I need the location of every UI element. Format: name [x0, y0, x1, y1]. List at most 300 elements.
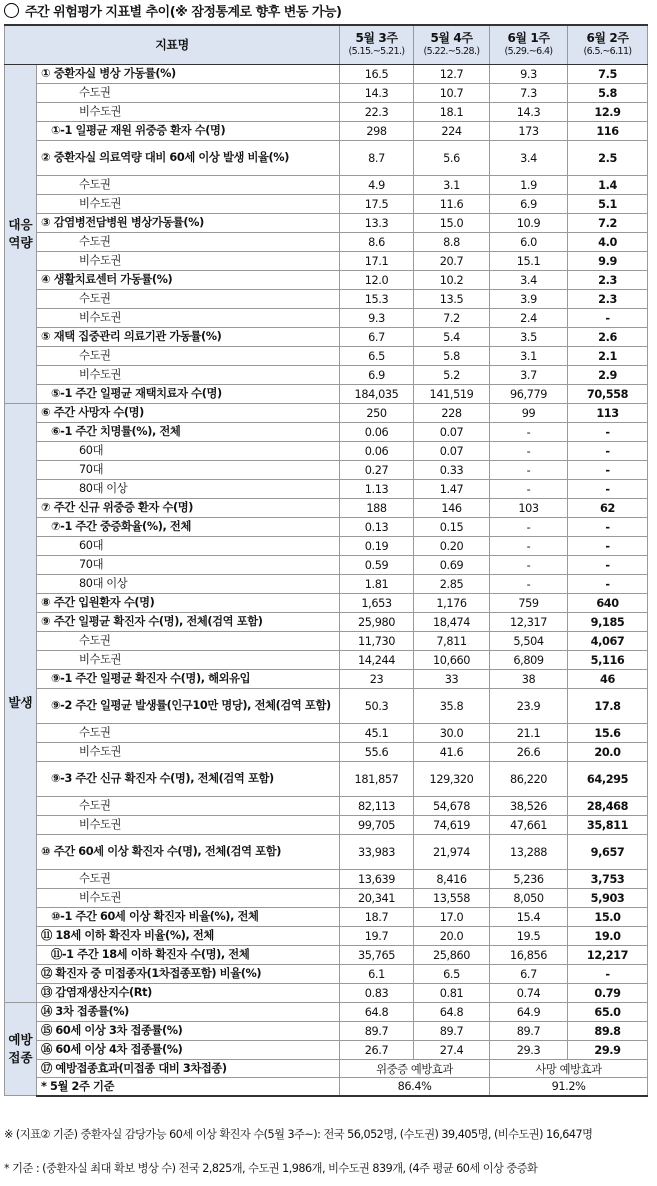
value-cell: 89.8	[568, 1022, 648, 1041]
table-row	[5, 613, 648, 632]
indicator-label: ⑩ 주간 60세 이상 확진자 수(명), 전체(검역 포함)	[37, 835, 340, 870]
value-cell: 47,661	[490, 816, 568, 835]
table-row	[5, 252, 648, 271]
value-cell: -	[490, 556, 568, 575]
value-cell: 0.20	[414, 537, 490, 556]
vaccine-severe-label: 위중증 예방효과	[340, 1060, 490, 1078]
value-cell: 8.6	[340, 233, 414, 252]
indicator-label: ⑦ 주간 신규 위중증 환자 수(명)	[37, 499, 340, 518]
table-row	[5, 797, 648, 816]
indicator-label: 비수도권	[37, 309, 340, 328]
value-cell: -	[568, 965, 648, 984]
indicator-label: 수도권	[37, 870, 340, 889]
value-cell: 17.1	[340, 252, 414, 271]
table-row	[5, 870, 648, 889]
indicator-label: 비수도권	[37, 195, 340, 214]
indicator-label: 수도권	[37, 797, 340, 816]
indicator-label: 수도권	[37, 290, 340, 309]
value-cell: 12.9	[568, 103, 648, 122]
table-row	[5, 1022, 648, 1041]
value-cell: 14.3	[490, 103, 568, 122]
value-cell: 35.8	[414, 689, 490, 724]
indicator-label: ⑨-1 주간 일평균 확진자 수(명), 해외유입	[37, 670, 340, 689]
value-cell: -	[490, 442, 568, 461]
value-cell: 27.4	[414, 1041, 490, 1060]
value-cell: 12,317	[490, 613, 568, 632]
value-cell: 26.7	[340, 1041, 414, 1060]
value-cell: 21.1	[490, 724, 568, 743]
indicator-label: ⑥ 주간 사망자 수(명)	[37, 404, 340, 423]
value-cell: 0.59	[340, 556, 414, 575]
table-row	[5, 743, 648, 762]
table-row	[5, 290, 648, 309]
table-row	[5, 835, 648, 870]
indicator-label: ⑥-1 주간 치명률(%), 전체	[37, 423, 340, 442]
value-cell: 13,288	[490, 835, 568, 870]
value-cell: 46	[568, 670, 648, 689]
value-cell: 3.7	[490, 366, 568, 385]
value-cell: 8,416	[414, 870, 490, 889]
value-cell: 9.3	[340, 309, 414, 328]
value-cell: 19.0	[568, 927, 648, 946]
value-cell: 0.06	[340, 442, 414, 461]
value-cell: 6,809	[490, 651, 568, 670]
indicator-label: ① 중환자실 병상 가동률(%)	[37, 65, 340, 84]
value-cell: -	[568, 480, 648, 499]
table-row	[5, 632, 648, 651]
value-cell: 8,050	[490, 889, 568, 908]
indicator-label: ⑤ 재택 집중관리 의료기관 가동률(%)	[37, 328, 340, 347]
value-cell: 99,705	[340, 816, 414, 835]
table-row	[5, 233, 648, 252]
value-cell: 17.0	[414, 908, 490, 927]
table-row	[5, 1003, 648, 1022]
value-cell: 6.7	[490, 965, 568, 984]
indicator-label: ⑭ 3차 접종률(%)	[37, 1003, 340, 1022]
value-cell: 15.1	[490, 252, 568, 271]
value-cell: 13.5	[414, 290, 490, 309]
value-cell: -	[490, 461, 568, 480]
value-cell: 1.13	[340, 480, 414, 499]
indicator-label: 70대	[37, 461, 340, 480]
value-cell: 9,185	[568, 613, 648, 632]
value-cell: 9.9	[568, 252, 648, 271]
value-cell: 0.81	[414, 984, 490, 1003]
indicator-label: 수도권	[37, 84, 340, 103]
value-cell: 96,779	[490, 385, 568, 404]
value-cell: 5,903	[568, 889, 648, 908]
value-cell: 64,295	[568, 762, 648, 797]
value-cell: 5.4	[414, 328, 490, 347]
table-row	[5, 908, 648, 927]
table-row	[5, 480, 648, 499]
table-row	[5, 65, 648, 84]
value-cell: 0.33	[414, 461, 490, 480]
value-cell: 3.4	[490, 271, 568, 290]
value-cell: 3.1	[414, 176, 490, 195]
value-cell: 15.0	[414, 214, 490, 233]
value-cell: 50.3	[340, 689, 414, 724]
value-cell: 15.3	[340, 290, 414, 309]
value-cell: 18.1	[414, 103, 490, 122]
value-cell: 15.6	[568, 724, 648, 743]
value-cell: 1.9	[490, 176, 568, 195]
value-cell: 23	[340, 670, 414, 689]
value-cell: 10.7	[414, 84, 490, 103]
value-cell: -	[568, 518, 648, 537]
value-cell: 16,856	[490, 946, 568, 965]
vaccine-death-label: 사망 예방효과	[490, 1060, 648, 1078]
footnote-criteria: * 기준 : (중환자실 최대 확보 병상 수) 전국 2,825개, 수도권 1,986개, 비수도권 839개, (4주 평균 60세 이상 중증화	[4, 1162, 538, 1175]
value-cell: 23.9	[490, 689, 568, 724]
value-cell: -	[568, 575, 648, 594]
value-cell: -	[568, 537, 648, 556]
value-cell: 29.3	[490, 1041, 568, 1060]
value-cell: 2.4	[490, 309, 568, 328]
header-week: 5월 3주 (5.15.~5.21.)	[340, 25, 414, 65]
table-row	[5, 724, 648, 743]
table-row	[5, 762, 648, 797]
value-cell: 0.07	[414, 423, 490, 442]
value-cell: 5.8	[414, 347, 490, 366]
value-cell: 10.9	[490, 214, 568, 233]
table-row	[5, 499, 648, 518]
value-cell: 26.6	[490, 743, 568, 762]
indicator-label: ⑯ 60세 이상 4차 접종률(%)	[37, 1041, 340, 1060]
indicator-table	[4, 24, 648, 1097]
table-row	[5, 518, 648, 537]
value-cell: -	[490, 480, 568, 499]
indicator-label: ⑬ 감염재생산지수(Rt)	[37, 984, 340, 1003]
value-cell: 20.7	[414, 252, 490, 271]
value-cell: 33	[414, 670, 490, 689]
value-cell: 12.0	[340, 271, 414, 290]
value-cell: 640	[568, 594, 648, 613]
value-cell: 13.3	[340, 214, 414, 233]
value-cell: 65.0	[568, 1003, 648, 1022]
table-row	[5, 537, 648, 556]
indicator-label: ⑨ 주간 일평균 확진자 수(명), 전체(검역 포함)	[37, 613, 340, 632]
value-cell: 4.9	[340, 176, 414, 195]
value-cell: 141,519	[414, 385, 490, 404]
value-cell: 18,474	[414, 613, 490, 632]
value-cell: 129,320	[414, 762, 490, 797]
table-row	[5, 366, 648, 385]
table-row	[5, 965, 648, 984]
table-row	[5, 347, 648, 366]
table-row	[5, 984, 648, 1003]
value-cell: 6.9	[340, 366, 414, 385]
value-cell: 8.7	[340, 141, 414, 176]
value-cell: 15.0	[568, 908, 648, 927]
value-cell: 1,176	[414, 594, 490, 613]
value-cell: 0.69	[414, 556, 490, 575]
indicator-label: ③ 감염병전담병원 병상가동률(%)	[37, 214, 340, 233]
value-cell: 0.83	[340, 984, 414, 1003]
value-cell: 20,341	[340, 889, 414, 908]
table-row	[5, 946, 648, 965]
section-label: 대응 역량	[5, 65, 37, 404]
value-cell: -	[490, 518, 568, 537]
value-cell: 6.5	[340, 347, 414, 366]
table-row	[5, 575, 648, 594]
value-cell: 5.6	[414, 141, 490, 176]
title-text: 주간 위험평가 지표별 추이(※ 잠정통계로 향후 변동 가능)	[25, 5, 342, 20]
table-row	[5, 195, 648, 214]
value-cell: 33,983	[340, 835, 414, 870]
indicator-label: 80대 이상	[37, 575, 340, 594]
value-cell: 3.4	[490, 141, 568, 176]
value-cell: -	[568, 309, 648, 328]
table-row	[5, 84, 648, 103]
table-row	[5, 556, 648, 575]
indicator-label: 비수도권	[37, 252, 340, 271]
indicator-label: 수도권	[37, 347, 340, 366]
value-cell: 64.8	[340, 1003, 414, 1022]
table-row	[5, 214, 648, 233]
value-cell: 25,980	[340, 613, 414, 632]
value-cell: 89.7	[490, 1022, 568, 1041]
value-cell: 113	[568, 404, 648, 423]
value-cell: 2.85	[414, 575, 490, 594]
value-cell: 7.5	[568, 65, 648, 84]
value-cell: 15.4	[490, 908, 568, 927]
value-cell: 5,116	[568, 651, 648, 670]
value-cell: 2.1	[568, 347, 648, 366]
table-row	[5, 176, 648, 195]
value-cell: 188	[340, 499, 414, 518]
value-cell: 14,244	[340, 651, 414, 670]
value-cell: 5,504	[490, 632, 568, 651]
table-row	[5, 594, 648, 613]
indicator-label: 수도권	[37, 176, 340, 195]
value-cell: 8.8	[414, 233, 490, 252]
value-cell: 224	[414, 122, 490, 141]
value-cell: 5.2	[414, 366, 490, 385]
indicator-label: 70대	[37, 556, 340, 575]
table-row	[5, 689, 648, 724]
value-cell: 1.81	[340, 575, 414, 594]
value-cell: 0.79	[568, 984, 648, 1003]
value-cell: 11.6	[414, 195, 490, 214]
indicator-label: ⑫ 확진자 중 미접종자(1차접종포함) 비율(%)	[37, 965, 340, 984]
value-cell: 9,657	[568, 835, 648, 870]
value-cell: -	[568, 423, 648, 442]
table-row	[5, 889, 648, 908]
value-cell: 7.3	[490, 84, 568, 103]
indicator-label: ⑪ 18세 이하 확진자 비율(%), 전체	[37, 927, 340, 946]
value-cell: 13,558	[414, 889, 490, 908]
value-cell: 17.5	[340, 195, 414, 214]
indicator-label: 비수도권	[37, 366, 340, 385]
table-row	[5, 423, 648, 442]
value-cell: 38	[490, 670, 568, 689]
value-cell: 6.1	[340, 965, 414, 984]
value-cell: 3.9	[490, 290, 568, 309]
value-cell: -	[490, 423, 568, 442]
value-cell: 22.3	[340, 103, 414, 122]
value-cell: 12,217	[568, 946, 648, 965]
indicator-label: ⑪-1 주간 18세 이하 확진자 수(명), 전체	[37, 946, 340, 965]
value-cell: -	[568, 556, 648, 575]
value-cell: 55.6	[340, 743, 414, 762]
page-title	[4, 2, 341, 24]
value-cell: 18.7	[340, 908, 414, 927]
value-cell: 5.8	[568, 84, 648, 103]
indicator-label: 비수도권	[37, 889, 340, 908]
value-cell: 1.47	[414, 480, 490, 499]
table-row	[5, 328, 648, 347]
footnote-capacity: ※ (지표② 기준) 중환자실 감당가능 60세 이상 확진자 수(5월 3주~): 전국 56,052명, (수도권) 39,405명, (비수도권) 16,647명	[4, 1128, 593, 1141]
indicator-label: 수도권	[37, 724, 340, 743]
indicator-label: ⑨-3 주간 신규 확진자 수(명), 전체(검역 포함)	[37, 762, 340, 797]
value-cell: 1,653	[340, 594, 414, 613]
value-cell: 35,765	[340, 946, 414, 965]
value-cell: 30.0	[414, 724, 490, 743]
value-cell: 0.15	[414, 518, 490, 537]
table-row	[5, 103, 648, 122]
value-cell: 7.2	[568, 214, 648, 233]
value-cell: 3.1	[490, 347, 568, 366]
table-row	[5, 122, 648, 141]
value-cell: 146	[414, 499, 490, 518]
value-cell: 28,468	[568, 797, 648, 816]
table-row	[5, 1041, 648, 1060]
vaccine-death-value: 91.2%	[490, 1078, 648, 1096]
value-cell: 5,236	[490, 870, 568, 889]
value-cell: 70,558	[568, 385, 648, 404]
value-cell: -	[568, 461, 648, 480]
value-cell: 14.3	[340, 84, 414, 103]
value-cell: 3.5	[490, 328, 568, 347]
circle-bullet-icon	[4, 3, 19, 18]
value-cell: 2.3	[568, 271, 648, 290]
indicator-label: ①-1 일평균 재원 위중증 환자 수(명)	[37, 122, 340, 141]
table-row	[5, 385, 648, 404]
table-row	[5, 1078, 648, 1096]
value-cell: 2.5	[568, 141, 648, 176]
value-cell: 184,035	[340, 385, 414, 404]
value-cell: 10,660	[414, 651, 490, 670]
value-cell: 89.7	[340, 1022, 414, 1041]
indicator-label: ⑰ 예방접종효과(미접종 대비 3차접종)	[37, 1060, 340, 1078]
value-cell: 20.0	[568, 743, 648, 762]
value-cell: 64.9	[490, 1003, 568, 1022]
table-row	[5, 141, 648, 176]
value-cell: 9.3	[490, 65, 568, 84]
indicator-label: ⑧ 주간 입원환자 수(명)	[37, 594, 340, 613]
value-cell: 16.5	[340, 65, 414, 84]
value-cell: 6.0	[490, 233, 568, 252]
value-cell: 7.2	[414, 309, 490, 328]
value-cell: 250	[340, 404, 414, 423]
indicator-label: 비수도권	[37, 816, 340, 835]
value-cell: 11,730	[340, 632, 414, 651]
header-week: 6월 2주 (6.5.~6.11)	[568, 25, 648, 65]
value-cell: 12.7	[414, 65, 490, 84]
value-cell: 116	[568, 122, 648, 141]
value-cell: 103	[490, 499, 568, 518]
value-cell: 228	[414, 404, 490, 423]
value-cell: 4,067	[568, 632, 648, 651]
table-row	[5, 670, 648, 689]
value-cell: 19.7	[340, 927, 414, 946]
value-cell: 0.74	[490, 984, 568, 1003]
table-row	[5, 404, 648, 423]
value-cell: 38,526	[490, 797, 568, 816]
value-cell: 3,753	[568, 870, 648, 889]
header-week: 6월 1주 (5.29.~6.4)	[490, 25, 568, 65]
indicator-label: ⑨-2 주간 일평균 발생률(인구10만 명당), 전체(검역 포함)	[37, 689, 340, 724]
value-cell: 0.07	[414, 442, 490, 461]
value-cell: -	[490, 575, 568, 594]
value-cell: 7,811	[414, 632, 490, 651]
value-cell: 6.7	[340, 328, 414, 347]
value-cell: 2.3	[568, 290, 648, 309]
value-cell: 1.4	[568, 176, 648, 195]
value-cell: 2.9	[568, 366, 648, 385]
value-cell: 86,220	[490, 762, 568, 797]
value-cell: 99	[490, 404, 568, 423]
indicator-label: 수도권	[37, 233, 340, 252]
vaccine-severe-value: 86.4%	[340, 1078, 490, 1096]
indicator-label: 수도권	[37, 632, 340, 651]
indicator-label: ④ 생활치료센터 가동률(%)	[37, 271, 340, 290]
header-week: 5월 4주 (5.22.~5.28.)	[414, 25, 490, 65]
value-cell: 2.6	[568, 328, 648, 347]
value-cell: 13,639	[340, 870, 414, 889]
value-cell: 4.0	[568, 233, 648, 252]
value-cell: 0.13	[340, 518, 414, 537]
indicator-label: ② 중환자실 의료역량 대비 60세 이상 발생 비율(%)	[37, 141, 340, 176]
header-indicator: 지표명	[5, 25, 340, 65]
value-cell: 181,857	[340, 762, 414, 797]
value-cell: 6.5	[414, 965, 490, 984]
indicator-label: 60대	[37, 442, 340, 461]
value-cell: 0.06	[340, 423, 414, 442]
indicator-label: ⑩-1 주간 60세 이상 확진자 비율(%), 전체	[37, 908, 340, 927]
value-cell: 20.0	[414, 927, 490, 946]
value-cell: -	[568, 442, 648, 461]
value-cell: 74,619	[414, 816, 490, 835]
section-label: 예방 접종	[5, 1003, 37, 1096]
indicator-label: ⑦-1 주간 중증화율(%), 전체	[37, 518, 340, 537]
value-cell: 6.9	[490, 195, 568, 214]
value-cell: 41.6	[414, 743, 490, 762]
value-cell: 45.1	[340, 724, 414, 743]
value-cell: 5.1	[568, 195, 648, 214]
indicator-label: ⑤-1 주간 일평균 재택치료자 수(명)	[37, 385, 340, 404]
table-row	[5, 442, 648, 461]
value-cell: -	[490, 537, 568, 556]
indicator-label: 비수도권	[37, 651, 340, 670]
table-row	[5, 1060, 648, 1078]
value-cell: 64.8	[414, 1003, 490, 1022]
table-row	[5, 651, 648, 670]
value-cell: 173	[490, 122, 568, 141]
value-cell: 29.9	[568, 1041, 648, 1060]
indicator-label: 비수도권	[37, 103, 340, 122]
value-cell: 35,811	[568, 816, 648, 835]
table-row	[5, 927, 648, 946]
value-cell: 17.8	[568, 689, 648, 724]
table-row	[5, 461, 648, 480]
value-cell: 0.27	[340, 461, 414, 480]
value-cell: 759	[490, 594, 568, 613]
table-row	[5, 816, 648, 835]
indicator-label: 80대 이상	[37, 480, 340, 499]
indicator-label: 60대	[37, 537, 340, 556]
